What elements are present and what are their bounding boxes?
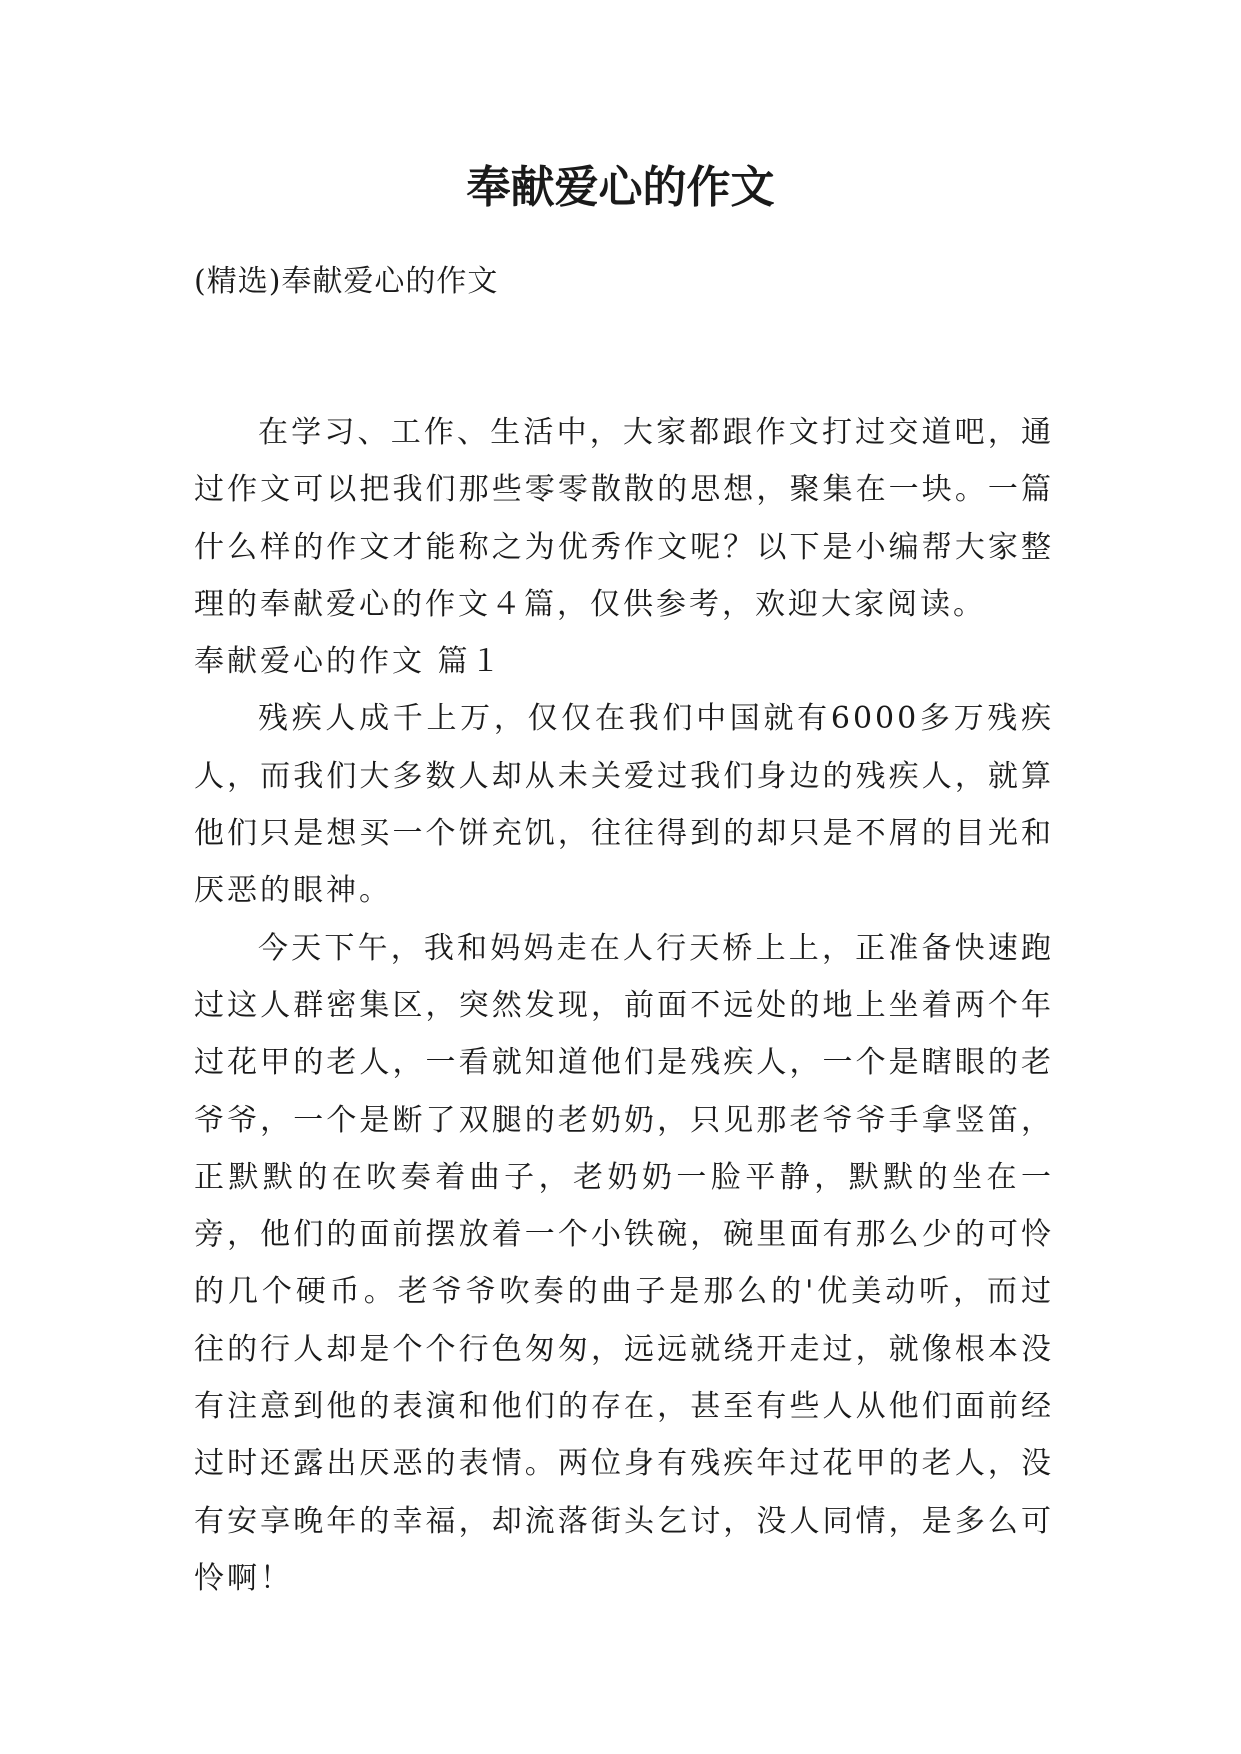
document-subtitle: (精选)奉献爱心的作文 bbox=[194, 264, 499, 299]
document-body bbox=[194, 404, 1054, 1607]
body-paragraph: 今天下午，我和妈妈走在人行天桥上上，正准备快速跑过这人群密集区，突然发现，前面不远处的地上坐着两个年过花甲的老人，一看就知道他们是残疾人，一个是瞎眼的老爷爷，一个是断了双腿的老奶奶，只见那老爷爷手拿竖笛，正默默的在吹奏着曲子，老奶奶一脸平静，默默的坐在一旁，他们的面前摆放着一个小铁碗，碗里面有那么少的可怜的几个硬币。老爷爷吹奏的曲子是那么的'优美动听，而过往的行人却是个个行色匆匆，远远就绕开走过，就像根本没有注意到他的表演和他们的存在，甚至有些人从他们面前经过时还露出厌恶的表情。两位身有残疾年过花甲的老人，没有安享晚年的幸福，却流落街头乞讨，没人同情，是多么可怜啊！ bbox=[194, 930, 1054, 1596]
intro-paragraph: 在学习、工作、生活中，大家都跟作文打过交道吧，通过作文可以把我们那些零零散散的思想，聚集在一块。一篇什么样的作文才能称之为优秀作文呢？以下是小编帮大家整理的奉献爱心的作文４篇，仅供参考，欢迎大家阅读。 bbox=[194, 415, 1054, 622]
section-heading: 奉献爱心的作文 篇１ bbox=[194, 644, 504, 680]
body-paragraph: 残疾人成千上万，仅仅在我们中国就有6000多万残疾人，而我们大多数人却从未关爱过我们身边的残疾人，就算他们只是想买一个饼充饥，往往得到的却只是不屑的目光和厌恶的眼神。 bbox=[194, 701, 1054, 909]
document-title: 奉献爱心的作文 bbox=[466, 162, 775, 213]
